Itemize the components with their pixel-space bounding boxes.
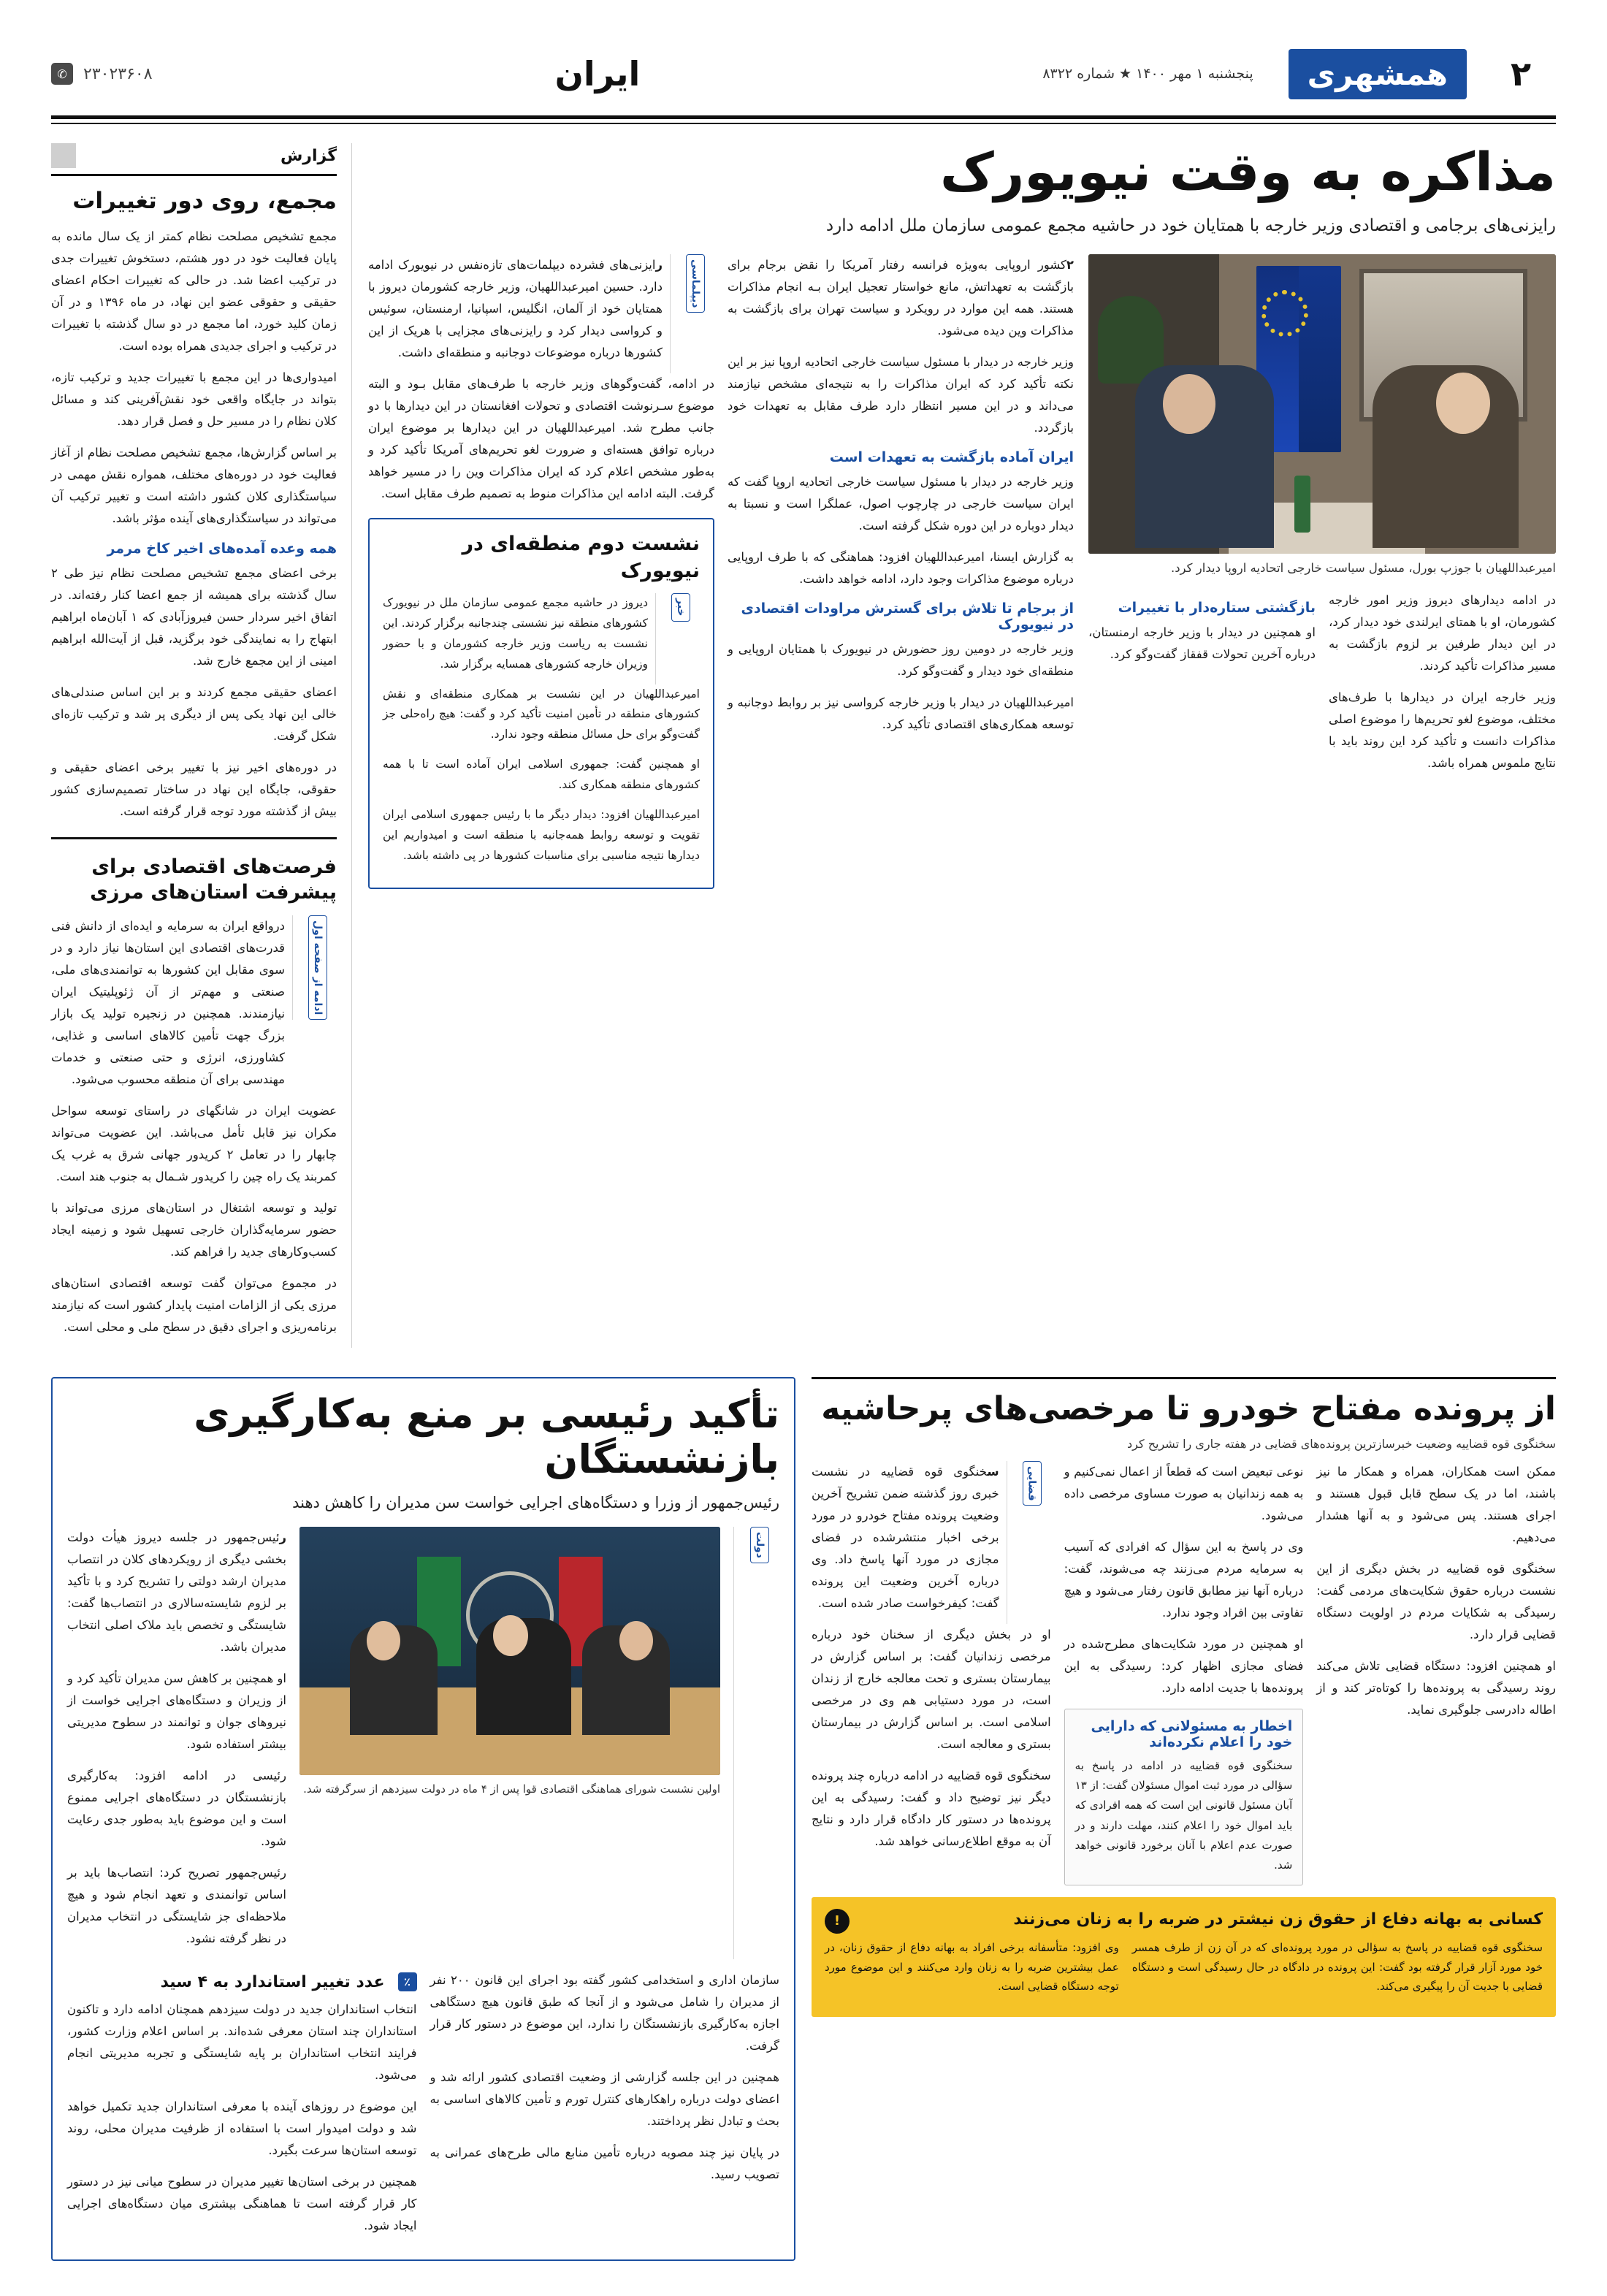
paragraph: رئیس‌جمهور در جلسه دیروز هیأت دولت بخشی دیگری از رویکردهای کلان در انتصاب مدیران ارشد دولتی را تشریح کرد و با تأکید بر لزوم شایسته‌سالاری در انتصاب‌ها گفت: شایستگی و تخصص باید ملاک اصلی انتخاب مدیران باشد. — [67, 1530, 286, 1654]
blue-box-chip: خبر — [671, 593, 690, 622]
stat-title: عدد تغییر استاندارد به ۴ سید — [160, 1972, 385, 1991]
lead-col-right — [368, 254, 714, 889]
paragraph: همچنین در این جلسه گزارشی از وضعیت اقتصادی کشور ارائه شد و اعضای دولت درباره راهکارهای کنترل تورم و تأمین کالاهای اساسی به بحث و تبادل نظر پرداختند. — [430, 2070, 779, 2129]
paragraph: امیرعبداللهیان افزود: دیدار دیگر ما با رئیس جمهوری اسلامی ایران تقویت و توسعه روابط همه‌جانبه با منطقه است و امیدواریم این دیدارها نتیجه مناسبی برای مناسبات کشورها در پی داشته باشد. — [383, 808, 700, 862]
paragraph: انتخاب استانداران جدید در دولت سیزدهم همچنان ادامه دارد و تاکنون استانداران چند استان معرفی شده‌اند. بر اساس اعلام وزارت کشور، فرایند انتخاب استانداران بر پایه شایستگی و تجربه مدیریتی انجام می‌شود. — [67, 2002, 417, 2083]
paragraph: وی افزود: متأسفانه برخی افراد به بهانه دفاع از حقوق زنان، در عمل بیشترین ضربه را به زنان وارد می‌کنند و این موضوع مورد توجه دستگاه قضایی است. — [825, 1941, 1119, 1993]
paragraph: وزیر خارجه ایران در دیدارها با طرف‌های مختلف، موضوع لغو تحریم‌ها را موضوع اصلی مذاکرات دانست و تأکید کرد این روند باید با نتایج ملموس همراه باشد. — [1329, 690, 1556, 770]
blue-sidebar-box — [368, 518, 714, 889]
pensioners-subtitle: رئیس‌جمهور از وزرا و دستگاه‌های اجرایی خواست سن مدیران را کاهش دهند — [292, 1494, 779, 1512]
issue-line: پنجشنبه ۱ مهر ۱۴۰۰ ★ شماره ۸۳۲۲ — [1042, 66, 1253, 82]
paragraph: به گزارش ایسنا، امیرعبداللهیان افزود: هماهنگی که با طرف اروپایی درباره موضوع مذاکرات وجود دارد، ادامه خواهد داشت. — [728, 550, 1074, 587]
judiciary-col-2 — [1064, 1461, 1304, 1885]
paragraph: مجمع تشخیص مصلحت نظام کمتر از یک سال مانده به پایان فعالیت خود در دور هشتم، دستخوش تغییرات جدی در ترکیب اعضا شد. در حالی که تغییرات احکام اعضای حقیقی و حقوقی عضو این نهاد، در ماه ۱۳۹۶ و در آن زمان کلید خورد، اما مجمع در دو سال گذشته با تغییرات در ترکیب و اجرای جدیدی همراه بوده است. — [51, 229, 337, 354]
paragraph: وزیر خارجه در دیدار با مسئول سیاست خارجی اتحادیه اروپا گفت که ایران سیاست خارجی در چارچوب اصول، عملگرا است و نسبتا به دیدار دوباره در این دوره شکل گرفته است. — [728, 475, 1074, 533]
percent-icon: ٪ — [398, 1972, 417, 1991]
rail-kicker: گزارش — [280, 146, 337, 165]
paragraph: در ادامه دیدارهای دیروز وزیر امور خارجه کشورمان، او با همتای ایرلندی خود دیدار کرد، در این دیدار طرفین بر لزوم بازگشت به مسیر مذاکرات تأکید کردند. — [1329, 592, 1556, 673]
pensioners-story — [51, 1377, 795, 2261]
lead-subtitle: رایزنی‌های برجامی و اقتصادی وزیر خارجه با همتایان خود در حاشیه مجمع عمومی سازمان ملل ادامه دارد — [825, 216, 1556, 236]
top-section — [0, 124, 1607, 1377]
judiciary-note-title: اخطار به مسئولانی که دارایی خود را اعلام نکرده‌اند — [1091, 1717, 1293, 1750]
brand-logo[interactable] — [1289, 49, 1467, 99]
judiciary-columns — [812, 1461, 1556, 1885]
judiciary-title: از پرونده مفتاح خودرو تا مرخصی‌های پرحاشیه — [821, 1390, 1556, 1428]
paragraph: درواقع ایران به سرمایه و ایده‌ای از دانش فنی قدرت‌های اقتصادی این استان‌ها نیاز دارد و در سوی مقابل این کشورها به توانمندی‌های ملی، صنعتی و مهم‌تر از آن ژئوپلیتیک ایران نیازمندند. همچنین در زنجیره تولید یک بازار بزرگ جهت تأمین کالاهای اساسی و غذایی، کشاورزی، انرژی و حتی صنعتی و خدمات مهندسی برای آن منطقه محسوب می‌شود. — [51, 918, 285, 1086]
paragraph: او همچنین بر کاهش سن مدیران تأکید کرد و از وزیران و دستگاه‌های اجرایی خواست از نیروهای جوان و توانمند در سطوح مدیریتی بیشتر استفاده شود. — [67, 1671, 286, 1752]
subheading: ایران آماده بازگشت به تعهدات است — [829, 449, 1074, 466]
continued-chip: ادامه از صفحه اول — [308, 915, 327, 1020]
paragraph: سخنگوی قوه قضاییه در ادامه درباره چند پرونده دیگر نیز توضیح داد و گفت: رسیدگی به این پرونده‌ها در دستور کار دادگاه قرار دارد و نتایج آن به موقع اطلاع‌رسانی خواهد شد. — [811, 1768, 1051, 1848]
paragraph: در دوره‌های اخیر نیز با تغییر برخی اعضای حقیقی و حقوقی، جایگاه این نهاد در ساختار تصمیم‌سازی کشور بیش از گذشته مورد توجه قرار گرفته است. — [51, 760, 337, 818]
lead-photo-caption: امیرعبداللهیان با جوزپ بورل، مسئول سیاست خارجی اتحادیه اروپا دیدار کرد. — [1170, 560, 1556, 575]
paragraph: این موضوع در روزهای آینده با معرفی استانداران جدید تکمیل خواهد شد و دولت امیدوار است با استفاده از ظرفیت مدیران محلی، روند توسعه استان‌ها سرعت بگیرد. — [67, 2099, 417, 2158]
paragraph: در پایان نیز چند مصوبه درباره تأمین منابع مالی طرح‌های عمرانی به تصویب رسید. — [430, 2146, 779, 2182]
judiciary-col-1 — [812, 1461, 1051, 1885]
masthead — [0, 0, 1607, 104]
lead-under-photo-columns — [1088, 590, 1556, 784]
paragraph: تولید و توسعه اشتغال در استان‌های مرزی می‌تواند با حضور سرمایه‌گذاران خارجی تسهیل شود و زمینه ایجاد کسب‌وکارهای جدید را فراهم کند. — [51, 1201, 337, 1259]
yellow-callout-title: کسانی به بهانه دفاع از حقوق زن نیشتر در ضربه را به زنان می‌زنند — [1013, 1910, 1543, 1929]
judiciary-note — [1064, 1709, 1304, 1885]
paragraph: او همچنین در مورد شکایت‌های مطرح‌شده در فضای مجازی اظهار کرد: رسیدگی به این پرونده‌ها با جدیت ادامه دارد. — [1064, 1636, 1304, 1695]
lead-story — [368, 143, 1556, 1348]
pensioners-photo — [299, 1527, 720, 1775]
pensioners-side-label — [733, 1527, 779, 1959]
pensioners-stat-block — [67, 1969, 417, 2246]
lead-side-label — [670, 254, 714, 373]
paragraph: در ادامه، گفت‌وگوهای وزیر خارجه با طرف‌های مقابل بـود و البته موضوع سـرنوشت اقتصادی و تحولات افغانستان در این دیدارها با دو جانب مطرح شد. امیرعبداللهیان در این دیدارها بر موضوع ایران درباره توافق هسته‌ای و ضرورت لغو تحریم‌های آمریکا تأکید کرد و به‌طور مشخص اعلام کرد که ایران مذاکرات وین را در مسیر خواهد گرفت. البته ادامه این مذاکرات منوط به تصمیم طرف مقابل است. — [368, 377, 714, 501]
paragraph: ممکن است همکاران، همراه و همکار ما نیز باشند، اما در یک سطح قابل قبول هستند و اجرای هستند. پس می‌شود و به آنها هشدار می‌دهیم. — [1316, 1464, 1556, 1544]
paragraph: وزیر خارجه در دومین روز حضورش در نیویورک با همتایان اروپایی و منطقه‌ای خود دیدار و گفت‌وگو کرد. — [728, 642, 1074, 679]
paragraph: او همچنین گفت: جمهوری اسلامی ایران آماده است تا با همه کشورهای منطقه همکاری کند. — [383, 758, 700, 792]
rail-side-label — [292, 915, 337, 1020]
phone-icon: ✆ — [51, 63, 73, 85]
quote-icon: ! — [825, 1909, 850, 1934]
paragraph: امیدواری‌ها در این مجمع با تغییرات جدید و ترکیب تازه، بتواند در جایگاه واقعی خود نقش‌آفرینی کند و مسائل کلان نظام را در مسیر حل و فصل قرار دهد. — [51, 370, 337, 429]
subheading: بازگشتی ستاره‌دار با تغییرات — [1118, 599, 1316, 616]
rail-title-2: فرصت‌های اقتصادی برای پیشرفت استان‌های مرزی — [90, 855, 337, 904]
judiciary-story — [812, 1377, 1556, 2261]
paragraph: او همچنین افزود: دستگاه قضایی تلاش می‌کند روند رسیدگی به پرونده‌ها را کوتاه‌تر کند و از اطاله دادرسی جلوگیری نماید. — [1316, 1658, 1556, 1717]
paragraph: او در بخش دیگری از سخنان خود درباره مرخصی زندانیان گفت: بر اساس گزارش در بیمارستان بستری و تحت معالجه خارج از زندان است، در مورد دستیابی هم وی در مرخصی اسلامی است. بر اساس گزارش در بیمارستان بستری و معالجه است. — [811, 1627, 1051, 1751]
lead-body — [368, 254, 1556, 889]
pensioners-title: تأکید رئیسی بر منع به‌کارگیری بازنشستگان — [194, 1391, 779, 1483]
pensioners-side-tag: دولت — [750, 1527, 769, 1563]
paragraph: رایزنی‌های فشرده دیپلمات‌های تازه‌نفس در نیویورک ادامه دارد. حسین امیرعبداللهیان، وزیر خارجه کشورمان دیروز با همتایان خود از آلمان، انگلیس، اسپانیا، ارمنستان، سوئیس و کرواسی دیدار کرد و رایزنی‌های مجزایی با هریک از این کشورها درباره موضوعات دوجانبه و منطقه‌ای داشت. — [368, 257, 663, 360]
brand-logo-text: همشهری — [1307, 56, 1448, 92]
phone-number: ۲۳۰۲۳۶۰۸ — [83, 64, 153, 83]
yellow-callout — [812, 1897, 1556, 2018]
paragraph: عضویت ایران در شانگهای در راستای توسعه سواحل مکران نیز قابل تأمل می‌باشد. این عضویت می‌تواند چابهار را در تعامل ۲ کریدور جهانی شرق به غرب یک کمربند یک راه چین را کریدور شـمال به جنوب هند است. — [51, 1103, 337, 1184]
lead-photo-block — [1088, 254, 1556, 889]
pensioners-photo-block — [299, 1527, 720, 1959]
paragraph: امیرعبداللهیان در دیدار با وزیر خارجه کرواسی نیز بر روابط دوجانبه و توسعه همکاری‌های اقتصادی تأکید کرد. — [728, 695, 1074, 732]
lead-side-tag: دیپلماسی — [686, 254, 705, 313]
paragraph: بر اساس گزارش‌ها، مجمع تشخیص مصلحت نظام از آغاز فعالیت خود در دوره‌های مختلف، همواره نقش مهمی در سیاستگذاری کلان کشور داشته است و تغییر ترکیب آن می‌تواند در سیاستگذاری‌های آینده مؤثر باشد. — [51, 446, 337, 526]
rail-divider — [51, 837, 337, 839]
lead-under-col-2 — [1088, 590, 1316, 784]
masthead-rule — [51, 115, 1556, 119]
paragraph: او همچنین در دیدار با وزیر خارجه ارمنستان، درباره آخرین تحولات قفقاز گفت‌وگو کرد. — [1088, 625, 1316, 661]
paragraph: سخنگوی قوه قضاییه در بخش دیگری از این نشست درباره حقوق شکایت‌های مردمی گفت: رسیدگی به شکایات مردم در اولویت دستگاه قضایی قرار دارد. — [1316, 1561, 1556, 1641]
lead-under-col-1 — [1329, 590, 1556, 784]
rail-title: مجمع، روی دور تغییرات — [72, 188, 337, 214]
lead-col-mid — [728, 254, 1074, 889]
rail-square-icon — [51, 143, 76, 168]
paragraph: سخنگوی قوه قضاییه در ادامه در پاسخ به سؤالی در مورد ثبت اموال مسئولان گفت: از ۱۳ آبان مسئول قانونی این است که همه افرادی که باید اموال خود را اعلام کنند، مهلت دارند و در صورت عدم اعلام با آنان برخورد قانونی خواهد شد. — [1074, 1758, 1293, 1872]
rail-header — [51, 143, 337, 176]
paragraph: سخنگوی قوه قضاییه در نشست خبری روز گذشته ضمن تشریح آخرین وضعیت پرونده مفتاح خودرو در مورد برخی اخبار منتشرشده در فضای مجازی در مورد آنها پاسخ داد. وی درباره آخرین وضعیت این پرونده گفت: کیفرخواست صادر شده است. — [811, 1464, 999, 1610]
masthead-right — [1042, 44, 1556, 104]
subheading: همه وعده آمده‌های اخیر کاخ مرمر — [107, 540, 337, 557]
pensioners-col-2 — [430, 1969, 780, 2246]
paragraph: وی در پاسخ به این سؤال که افرادی که آسیب به سرمایه مردم می‌زنند چه می‌شوند، گفت: درباره آنها نیز مطابق قانون رفتار می‌شود و هیچ تفاوتی بین افراد وجود ندارد. — [1064, 1539, 1304, 1620]
pensioners-lower-columns — [67, 1969, 779, 2246]
blue-box-title: نشست دوم منطقه‌ای در نیویورک — [462, 533, 700, 582]
paragraph: در مجموع می‌توان گفت توسعه اقتصادی استان‌های مرزی یکی از الزامات امنیت پایدار کشور است که نیازمند برنامه‌ریزی و اجرای دقیق در سطح ملی و محلی است. — [51, 1276, 337, 1335]
judiciary-side-label — [1007, 1461, 1051, 1624]
judiciary-side-tag: قضایی — [1023, 1461, 1042, 1506]
masthead-left — [51, 63, 153, 85]
paragraph: سازمان اداری و استخدامی کشور گفته بود اجرای این قانون ۲۰۰ نفر از مدیران را شامل می‌شود و از آنجا که طبق قانون هیچ دستگاهی اجازه به‌کارگیری بازنشستگان را ندارد، این موضوع در دستور کار قرار گرفت. — [430, 1973, 779, 2053]
pensioners-photo-caption: اولین نشست شورای هماهنگی اقتصادی قوا پس از ۴ ماه در دولت سیزدهم از سرگرفته شد. — [303, 1782, 720, 1796]
paragraph: رئیس‌جمهور تصریح کرد: انتصاب‌ها باید بر اساس توانمندی و تعهد انجام شود و هیچ ملاحظه‌ای جز شایستگی در انتخاب مدیران در نظر گرفته نشود. — [67, 1866, 286, 1946]
report-rail — [51, 143, 352, 1348]
paragraph: همچنین در برخی استان‌ها تغییر مدیران در سطوح میانی نیز در دستور کار قرار گرفته است تا هماهنگی بیشتری میان دستگاه‌های اجرایی ایجاد شود. — [67, 2175, 417, 2233]
lead-photo — [1088, 254, 1556, 554]
paragraph: وزیر خارجه در دیدار با مسئول سیاست خارجی اتحادیه اروپا نیز بر این نکته تأکید کرد که ایران مذاکرات را به نتیجه‌ای مشخص نیازمند می‌داند و در این مسیر انتظار دارد طرف مقابل به تعهدات خود بازگردد. — [728, 355, 1074, 435]
paragraph: اعضای حقیقی مجمع کردند و بر این اساس صندلی‌های خالی این نهاد یکی پس از دیگری پر شد و ترکیب تازه‌ای شکل گرفت. — [51, 684, 337, 743]
page-number: ۲ — [1486, 44, 1556, 104]
blue-box-side — [655, 593, 700, 684]
pensioners-box — [51, 1377, 795, 2261]
judiciary-subtitle: سخنگوی قوه قضاییه وضعیت خبرسازترین پرونده‌های قضایی در هفته جاری را تشریح کرد — [1127, 1436, 1556, 1451]
lead-header — [368, 143, 1556, 240]
paragraph: ۲کشور اروپایی به‌ویژه فرانسه رفتار آمریکا را نقض برجام برای بازگشت به تعهداتش، مانع خواستار تعجیل ایران بـه انجام مذاکرات هستند. همه این موارد در رویکرد و سیاست تهران برای بازگشت به مذاکرات وین دیده می‌شود. — [728, 257, 1074, 338]
lead-text-columns — [368, 254, 1074, 889]
paragraph: نوعی تبعیض است که قطعاً از اعمال نمی‌کنیم و به همه زندانیان به صورت مساوی مرخصی داده می‌شود. — [1064, 1464, 1304, 1522]
subheading: از برجام تا تلاش برای گسترش مراودات اقتصادی در نیویورک — [741, 600, 1074, 633]
paragraph: رئیسی در ادامه افزود: به‌کارگیری بازنشستگان در دستگاه‌های اجرایی ممنوع است و این موضوع باید به‌طور جدی رعایت شود. — [67, 1769, 286, 1849]
paragraph: امیرعبداللهیان در این نشست بر همکاری منطقه‌ای و نقش کشورهای منطقه در تأمین امنیت تأکید کرد و گفت: هیچ راه‌حلی جز گفت‌وگو برای حل مسائل منطقه وجود ندارد. — [383, 687, 700, 741]
lower-band — [0, 1377, 1607, 2283]
lead-title: مذاکره به وقت نیویورک — [940, 141, 1556, 202]
stat-header — [67, 1972, 417, 1991]
section-title: ایران — [554, 54, 641, 94]
paragraph: سخنگوی قوه قضاییه در پاسخ به سؤالی در مورد پرونده‌ای که در آن زن از طرف همسر خود مورد آزار قرار گرفته بود گفت: این پرونده در دادگاه در حال رسیدگی است و دستگاه قضایی با جدیت آن را پیگیری می‌کند. — [1131, 1941, 1543, 1993]
pensioners-col-1 — [67, 1527, 286, 1959]
paragraph: دیروز در حاشیه مجمع عمومی سازمان ملل در نیویورک کشورهای منطقه نیز نشستی چندجانبه برگزار کردند. این نشست به ریاست وزیر خارجه کشورمان و با حضور وزیران خارجه کشورهای همسایه برگزار شد. — [383, 596, 648, 671]
paragraph: برخی اعضای مجمع تشخیص مصلحت نظام نیز طی ۲ سال گذشته برای همیشه از جمع اعضا کنار رفته‌اند. در اتفاق اخیر سردار حسن فیروزآبادی که ۱ آبان‌ماه ابراهیم ابتهاج را به نمایندگی خود برگزید، قبل از آیت‌الله ابراهیم امینی از این مجمع خارج شد. — [51, 565, 337, 668]
judiciary-col-3 — [1316, 1461, 1556, 1885]
